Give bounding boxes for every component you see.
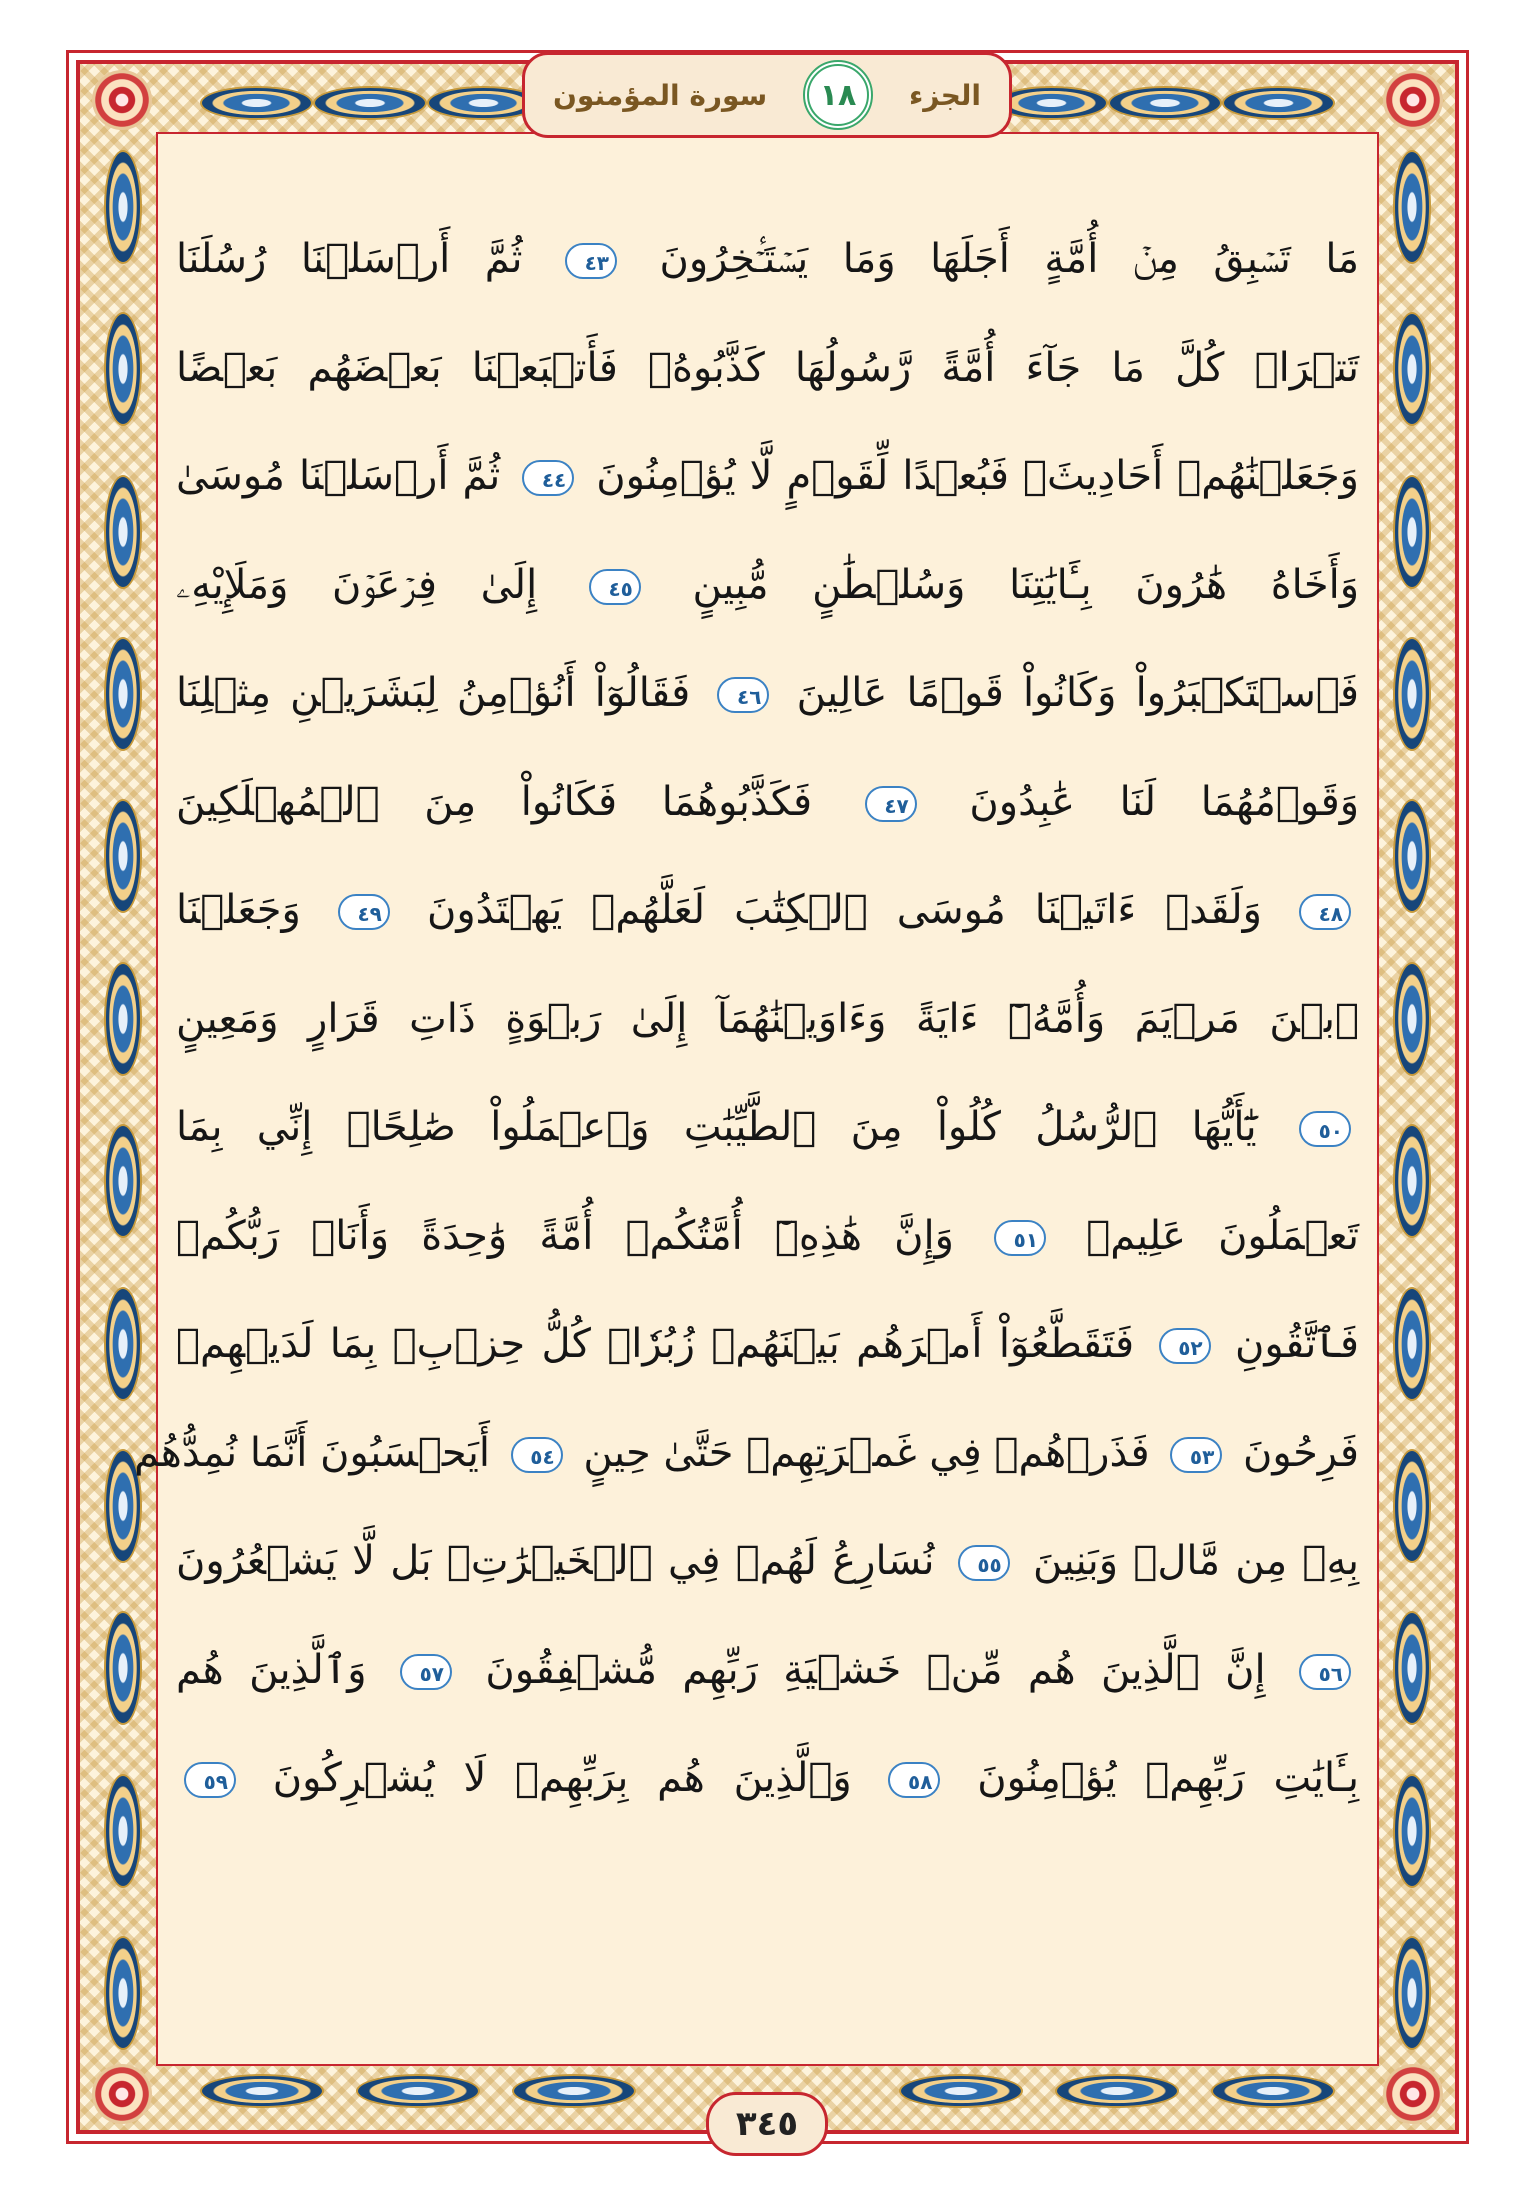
juz-label: الجزء — [908, 78, 981, 112]
verse-text: ثُمَّ أَرۡسَلۡنَا مُوسَىٰ — [176, 453, 501, 499]
ayah-number-marker: ٤٦ — [717, 677, 769, 713]
ayah-number-marker: ٤٩ — [338, 894, 390, 930]
page-header — [522, 52, 1012, 138]
verse-text: إِنَّ ٱلَّذِينَ هُم مِّنۡ خَشۡيَةِ رَبِّهِم مُّشۡفِقُونَ — [485, 1646, 1266, 1693]
verse-text: يَٰٓأَيُّهَا ٱلرُّسُلُ كُلُواْ مِنَ ٱلطَّيِّبَٰتِ وَٱعۡمَلُواْ صَٰلِحًاۖ إِنِّي بِمَا — [176, 1104, 1257, 1150]
verse-text: نُسَارِعُ لَهُمۡ فِي ٱلۡخَيۡرَٰتِۚ بَل لَّا يَشۡعُرُونَ — [176, 1538, 935, 1584]
text-line — [176, 965, 1359, 1074]
verse-text: وَقَوۡمُهُمَا لَنَا عَٰبِدُونَ — [969, 778, 1360, 825]
text-line — [176, 1724, 1359, 1833]
ayah-number-marker: ٤٥ — [589, 569, 641, 605]
verse-text: إِلَىٰ فِرۡعَوۡنَ وَمَلَإِيْهِۦ — [176, 561, 538, 608]
text-line — [176, 856, 1359, 965]
verse-text: فَتَقَطَّعُوٓاْ أَمۡرَهُم بَيۡنَهُمۡ زُبُرٗاۖ كُلُّ حِزۡبِۭ بِمَا لَدَيۡهِمۡ — [176, 1321, 1135, 1367]
ayah-number-marker: ٥٠ — [1299, 1111, 1351, 1147]
verse-text: تَتۡرَاۖ كُلَّ مَا جَآءَ أُمَّةً رَّسُولُهَا كَذَّبُوهُۖ فَأَتۡبَعۡنَا بَعۡضَهُم بَعۡضًا — [176, 344, 1359, 391]
verse-text: ثُمَّ أَرۡسَلۡنَا رُسُلَنَا — [176, 236, 523, 282]
ayah-number-marker: ٥١ — [994, 1220, 1046, 1256]
text-line — [176, 1507, 1359, 1616]
verse-text: فَكَذَّبُوهُمَا فَكَانُواْ مِنَ ٱلۡمُهۡلَكِينَ — [176, 778, 813, 825]
text-line — [134, 1399, 1359, 1508]
verse-text: وَٱلَّذِينَ هُم بِرَبِّهِمۡ لَا يُشۡرِكُونَ — [272, 1755, 852, 1801]
verse-text: تَعۡمَلُونَ عَلِيمٞ — [1086, 1212, 1359, 1259]
ayah-number-marker: ٥٧ — [400, 1654, 452, 1690]
corner-rosette-bottom-left — [92, 2064, 152, 2124]
verse-text: بِهِۦ مِن مَّالٖ وَبَنِينَ — [1033, 1538, 1360, 1584]
verse-text: وَجَعَلۡنَا — [176, 887, 301, 933]
corner-rosette-bottom-right — [1383, 2064, 1443, 2124]
corner-rosette-top-left — [92, 70, 152, 130]
text-line — [176, 422, 1359, 531]
ayah-number-marker: ٤٣ — [565, 243, 617, 279]
corner-rosette-top-right — [1383, 70, 1443, 130]
text-line — [176, 1073, 1359, 1182]
ayah-number-marker: ٥٣ — [1170, 1437, 1222, 1473]
text-line — [176, 314, 1359, 423]
border-medallions-right — [1389, 150, 1435, 2050]
verse-text: فَرِحُونَ — [1243, 1429, 1359, 1476]
text-line — [176, 1616, 1359, 1725]
ayah-number-marker: ٥٦ — [1299, 1654, 1351, 1690]
text-line — [176, 531, 1359, 640]
ayah-number-marker: ٥٢ — [1159, 1328, 1211, 1364]
verse-text: فَٱسۡتَكۡبَرُواْ وَكَانُواْ قَوۡمًا عَالِينَ — [796, 670, 1359, 716]
ayah-number-marker: ٥٥ — [958, 1545, 1010, 1581]
page-number-plaque — [706, 2092, 828, 2156]
juz-number: ١٨ — [819, 77, 857, 113]
surah-name: سورة المؤمنون — [553, 78, 768, 112]
ayah-number-marker: ٤٤ — [522, 460, 574, 496]
ayah-number-marker: ٥٨ — [888, 1762, 940, 1798]
verse-text: فَٱتَّقُونِ — [1235, 1321, 1359, 1367]
ayah-number-marker: ٤٨ — [1299, 894, 1351, 930]
ayah-number-marker: ٥٩ — [184, 1762, 236, 1798]
verse-text: وَإِنَّ هَٰذِهِۦٓ أُمَّتُكُمۡ أُمَّةً وَٰحِدَةً وَأَنَا۠ رَبُّكُمۡ — [176, 1212, 954, 1259]
text-line — [176, 1182, 1359, 1291]
juz-number-medallion — [803, 60, 873, 130]
verse-text: فَذَرۡهُمۡ فِي غَمۡرَتِهِمۡ حَتَّىٰ حِينٍ — [583, 1429, 1150, 1476]
page-number: ٣٤٥ — [735, 2104, 799, 2144]
verse-text: بِـَٔايَٰتِ رَبِّهِمۡ يُؤۡمِنُونَ — [977, 1755, 1360, 1801]
ayah-number-marker: ٥٤ — [511, 1437, 563, 1473]
text-line — [176, 1290, 1359, 1399]
ayah-number-marker: ٤٧ — [865, 786, 917, 822]
verse-text: وَلَقَدۡ ءَاتَيۡنَا مُوسَى ٱلۡكِتَٰبَ لَعَلَّهُمۡ يَهۡتَدُونَ — [426, 887, 1262, 933]
text-line — [176, 639, 1359, 748]
verse-text: وَٱلَّذِينَ هُم — [176, 1646, 367, 1693]
verse-text: ٱبۡنَ مَرۡيَمَ وَأُمَّهُۥٓ ءَايَةً وَءَاوَيۡنَٰهُمَآ إِلَىٰ رَبۡوَةٍ ذَاتِ قَرَارٍ وَمَعِينٍ — [176, 995, 1359, 1042]
verse-text: وَأَخَاهُ هَٰرُونَ بِـَٔايَٰتِنَا وَسُلۡطَٰنٍ مُّبِينٍ — [692, 561, 1360, 608]
text-line — [176, 205, 1359, 314]
quran-text-block — [134, 205, 1360, 1833]
border-medallions-left — [100, 150, 146, 2050]
verse-text: وَجَعَلۡنَٰهُمۡ أَحَادِيثَۚ فَبُعۡدًا لِّقَوۡمٍ لَّا يُؤۡمِنُونَ — [596, 453, 1359, 499]
verse-text: فَقَالُوٓاْ أَنُؤۡمِنُ لِبَشَرَيۡنِ مِثۡلِنَا — [176, 670, 691, 716]
verse-text: مَا تَسۡبِقُ مِنۡ أُمَّةٍ أَجَلَهَا وَمَا يَسۡتَـٔۡخِرُونَ — [659, 236, 1359, 282]
verse-text: أَيَحۡسَبُونَ أَنَّمَا نُمِدُّهُم — [134, 1429, 490, 1476]
text-line — [176, 748, 1359, 857]
